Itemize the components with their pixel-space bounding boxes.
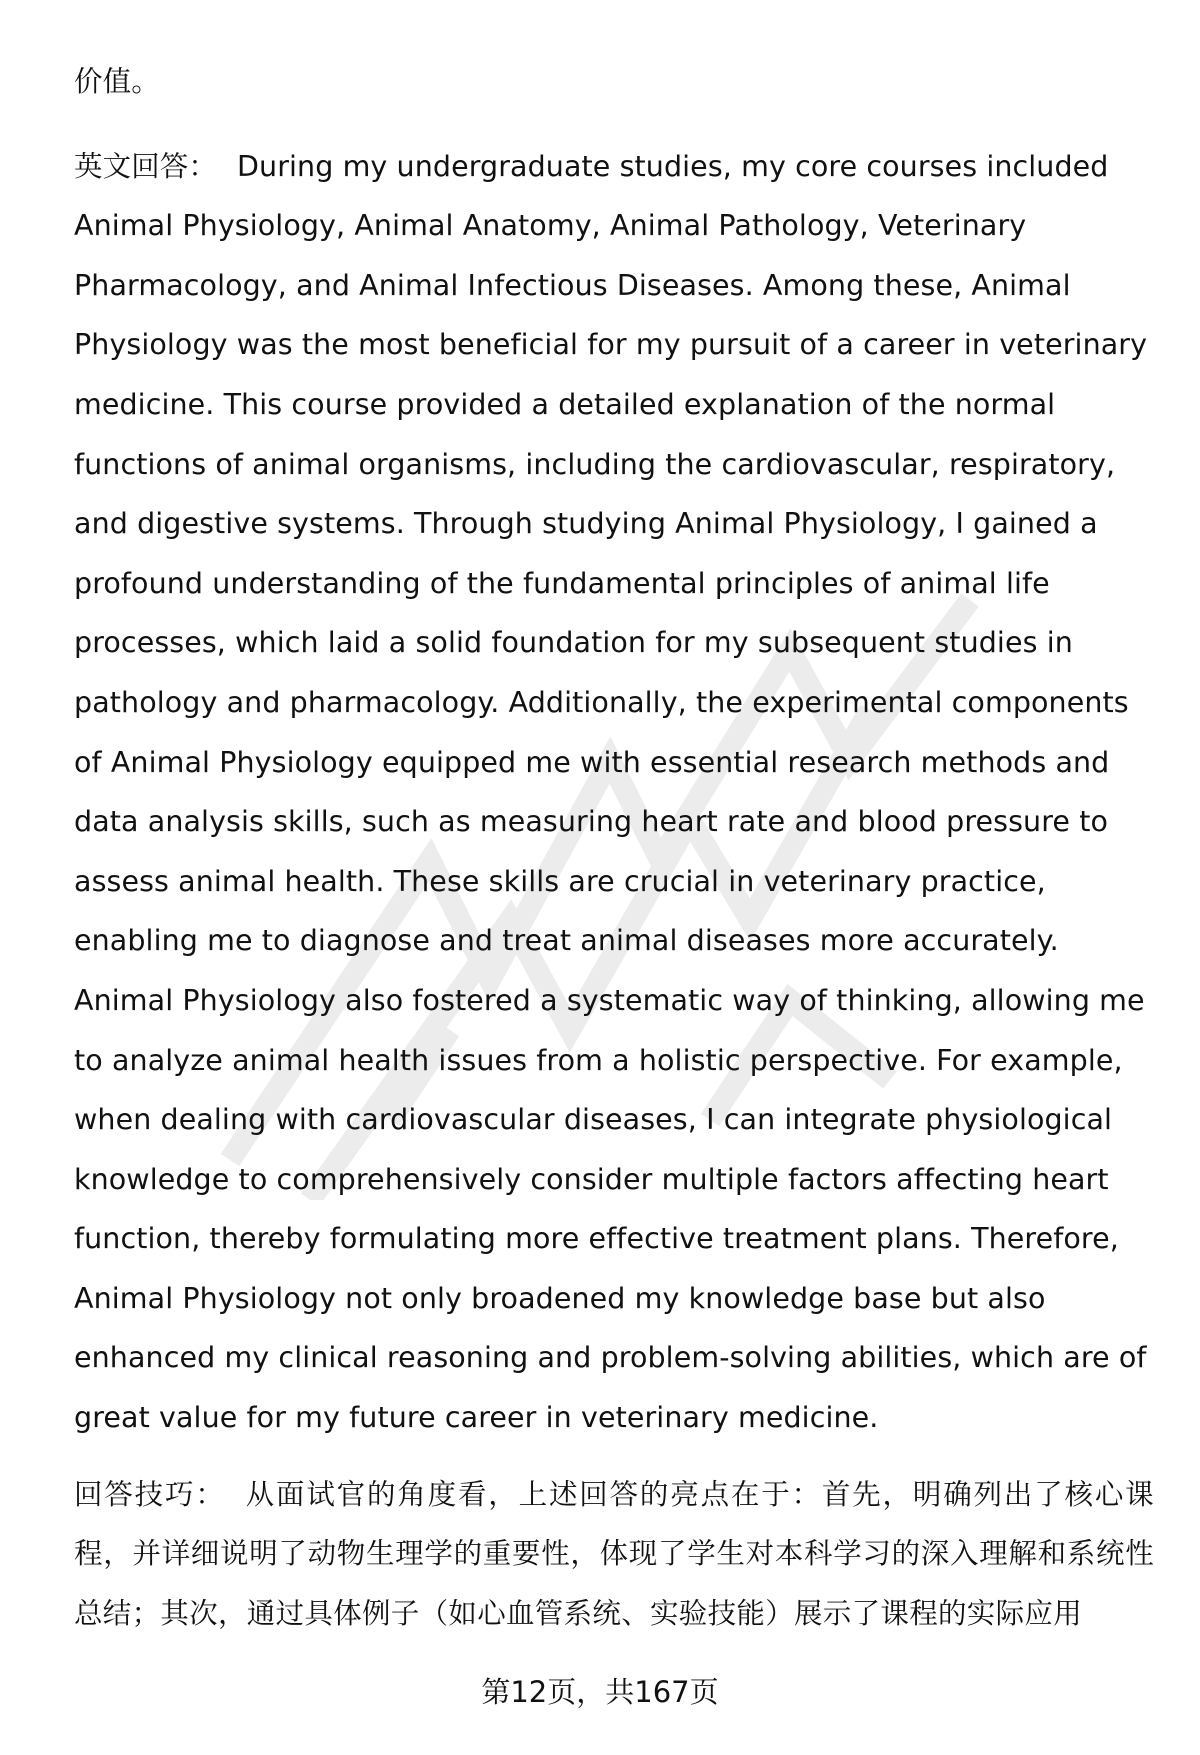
previous-paragraph-tail: 价值。 [74,65,160,98]
answer-tips-text: 从面试官的角度看，上述回答的亮点在于：首先，明确列出了核心课程，并详细说明了动物生理学的重要性，体现了学生对本科学习的深入理解和系统性总结；其次，通过具体例子（如心血管系统、实验技能）展示了课程的实际应用 [74,1477,1154,1630]
english-answer-label: 英文回答： [74,149,218,183]
page-indicator: 第12页，共167页 [481,1675,719,1709]
document-body [74,52,1154,1643]
english-answer-text: During my undergraduate studies, my core courses included Animal Physiology, Animal Anatomy, Animal Pathology, Veterinary Pharmacology, and Animal Infectious Diseases. Among these, Animal Physiology was the most beneficial for my pursuit of a career in veterinary medicine. This course provided a detailed explanation of the normal functions of animal organisms, including the cardiovascular, respiratory, and digestive systems. Through studying Animal Physiology, I gained a profound understanding of the fundamental principles of animal life processes, which laid a solid foundation for my subsequent studies in pathology and pharmacology. Additionally, the experimental components of Animal Physiology equipped me with essential research methods and data analysis skills, such as measuring heart rate and blood pressure to assess animal health. These skills are crucial in veterinary practice, enabling me to diagnose and treat animal diseases more accurately. Animal Physiology also fostered a systematic way of thinking, allowing me to analyze animal health issues from a holistic perspective. For example, when dealing with cardiovascular diseases, I can integrate physiological knowledge to comprehensively consider multiple factors affecting heart function, thereby formulating more effective treatment plans. Therefore, Animal Physiology not only broadened my knowledge base but also enhanced my clinical reasoning and problem-solving abilities, which are of great value for my future career in veterinary medicine. [74,149,1148,1435]
answer-tips-paragraph [74,1465,1154,1644]
answer-tips-label: 回答技巧： [74,1477,226,1511]
english-answer-paragraph [74,137,1154,1448]
